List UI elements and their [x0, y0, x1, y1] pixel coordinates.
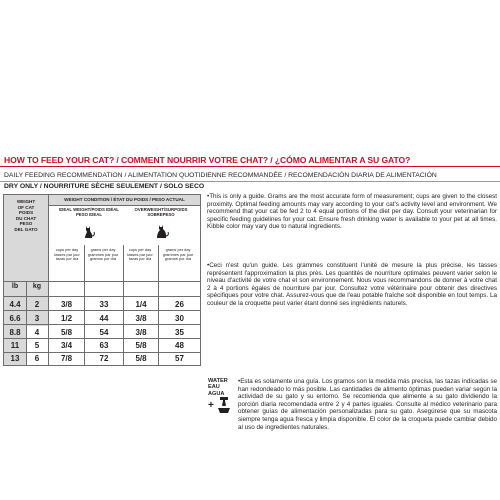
table-cell-ideal-grams: 33 [99, 300, 109, 309]
row-divider [4, 296, 200, 297]
row-divider [4, 352, 200, 353]
table-cell-kg: 6 [34, 354, 40, 363]
guide-text-es: •Esta es solamente una guía. Los gramos son la medida más precisa, las tazas indicadas se han redondeado lo más posible. Las cantidades de alimento óptimas pueden variar según la actividad de su gato y su entorno. Se recomienda que alimente a su gato dividiendo la porción diaria recomendada entre 2 y 4 partes iguales. Consulte al médico veterinario para obtener guías de alimentación personalizadas para su gato. Asegúrese que su mascota siempre tenga agua fresca y limpia disponible. El color de la croqueta puede cambiar debido al uso de ingredientes naturales. [238, 378, 497, 431]
dry-only-heading: DRY ONLY / NOURRITURE SÈCHE SEULEMENT / SOLO SECO [4, 183, 205, 190]
table-cell-over-cups: 5/8 [135, 354, 147, 363]
overweight-header: OVERWEIGHT/SURPOIDS SOBREPESO [134, 207, 188, 217]
table-cell-over-grams: 57 [175, 354, 184, 363]
over-grams-header: grams per day grammes par jour gramos por día [162, 247, 194, 262]
table-cell-ideal-cups: 5/8 [60, 328, 73, 337]
heading-divider [0, 181, 500, 182]
plus-icon: + [208, 400, 214, 411]
ideal-weight-header: IDEAL WEIGHT/POIDS IDÉAL PESO IDEAL [59, 207, 119, 217]
table-cell-lb: 8.8 [9, 328, 21, 337]
table-cell-over-cups: 5/8 [135, 341, 147, 350]
table-cell-over-cups: 3/8 [135, 328, 147, 337]
header-divider [123, 245, 124, 281]
table-cell-ideal-grams: 54 [99, 328, 109, 337]
row-divider [4, 324, 200, 325]
table-cell-kg: 2 [34, 300, 40, 309]
ideal-cups-header: cups per day tasses par jour tazas por día [54, 247, 80, 262]
table-cell-kg: 4 [34, 328, 40, 337]
feeding-table [3, 194, 201, 366]
over-cups-header: cups per day tasses par jour tazas por día [127, 247, 153, 262]
table-cell-over-grams: 26 [175, 300, 184, 309]
header-divider [158, 245, 159, 281]
water-label: WATER EAU AGUA [208, 378, 228, 397]
unit-lb: lb [11, 283, 19, 290]
table-cell-ideal-grams: 72 [99, 354, 109, 363]
table-cell-ideal-grams: 63 [99, 341, 109, 350]
table-cell-over-cups: 3/8 [135, 314, 147, 323]
row-divider [4, 281, 200, 282]
table-cell-kg: 5 [34, 341, 40, 350]
table-cell-ideal-cups: 3/8 [60, 300, 73, 309]
ideal-grams-header: grams per day grammes par jour gramos por día [87, 247, 119, 262]
header-divider [84, 245, 85, 281]
table-cell-over-grams: 30 [175, 314, 184, 323]
table-cell-over-grams: 35 [175, 328, 184, 337]
table-cell-lb: 6.6 [9, 314, 21, 323]
table-cell-lb: 4.4 [9, 300, 21, 309]
feeding-title: HOW TO FEED YOUR CAT? / COMMENT NOURRIR VOTRE CHAT? / ¿CÓMO ALIMENTAR A SU GATO? [4, 155, 411, 165]
column-divider [48, 195, 49, 365]
guide-text-fr: •Ceci n'est qu'un guide. Les grammes constituent l'unité de mesure la plus précise, les tasses représentent l'approximation la plus près. Les quantités de nourriture optimales peuvent varier selon le niveau d'activité de votre chat et son environnement. Nous vous recommandons de donner à votre chat 2 à 4 portions égales de nourriture par jour. Consultez votre vétérinaire pour obtenir des directives spécifiques pour votre chat. Assurez-vous que de l'eau potable fraîche soit disponible en tout temps. La couleur de la croquette peut varier étant donné ses ingrédients naturels. [207, 262, 497, 307]
table-cell-over-grams: 48 [175, 341, 184, 350]
table-cell-kg: 3 [34, 314, 40, 323]
table-cell-ideal-cups: 1/2 [60, 314, 73, 323]
table-cell-ideal-cups: 3/4 [60, 341, 73, 350]
weight-header: WEIGHT OF CAT POIDS DU CHAT PESO DEL GATO [4, 195, 49, 326]
unit-kg: kg [32, 283, 42, 290]
table-cell-ideal-cups: 7/8 [60, 354, 73, 363]
table-cell-lb: 11 [10, 341, 20, 350]
table-cell-ideal-grams: 44 [99, 314, 109, 323]
guide-text-en: •This is only a guide. Grams are the most accurate form of measurement; cups are given to the closest proximity. Optimal feeding amounts may vary according to your cat's activity level and environment. We recommend that your cat be fed 2 to 4 equal portions of the diet per day. Consult your veterinarian for specific feeding guidelines for your cat. Ensure fresh drinking water is available to your pet at all times. Kibble color may vary due to natural ingredients. [207, 193, 497, 231]
water-bowl-icon [217, 396, 231, 414]
recommendation-heading: DAILY FEEDING RECOMMENDATION / ALIMENTATION QUOTIDIENNE RECOMMANDÉE / RECOMENDACIÓN DIARIA DE ALIMENTACIÓN [4, 172, 437, 179]
title-divider [0, 166, 500, 167]
table-cell-lb: 13 [10, 354, 20, 363]
ideal-cat-icon [81, 223, 97, 239]
row-divider [4, 310, 200, 311]
table-cell-over-cups: 1/4 [135, 300, 147, 309]
overweight-cat-icon [154, 223, 170, 239]
weight-condition-header: WEIGHT CONDITION / ÉTAT DU POIDS / PESO ACTUAL [49, 195, 200, 206]
row-divider [4, 338, 200, 339]
